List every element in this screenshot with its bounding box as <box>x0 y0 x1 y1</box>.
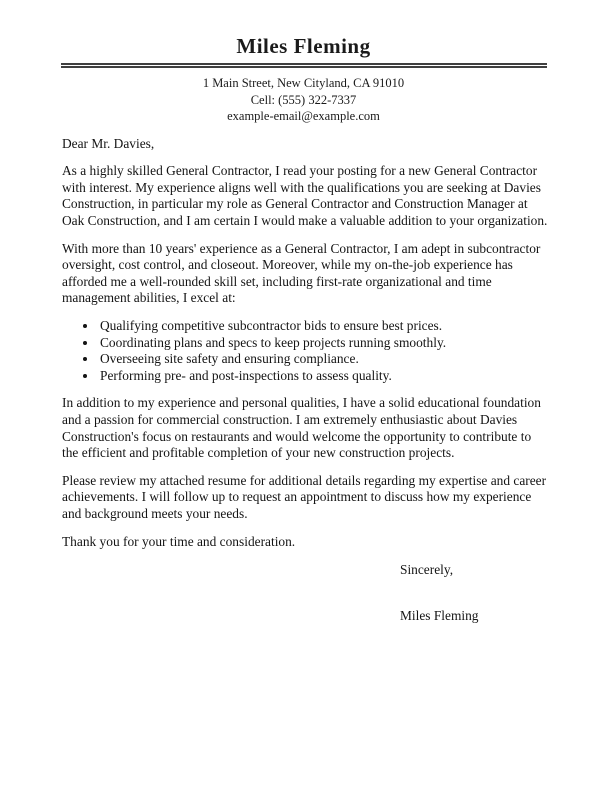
paragraph-education-passion: In addition to my experience and personal qualities, I have a solid educational foundation and a passion for commercial construction. I am extremely enthusiastic about Davies Construction's focus on restaurants and would welcome the opportunity to contribute to the efficient and profitable completion of your new construction projects. <box>62 395 541 461</box>
sender-name: Miles Fleming <box>236 34 371 58</box>
valediction: Sincerely, <box>400 562 454 578</box>
signature-name: Miles Fleming <box>400 607 479 623</box>
list-item: • Qualifying competitive subcontractor bids to ensure best prices. <box>98 318 549 335</box>
list-item: • Performing pre- and post-inspections to assess quality. <box>98 368 549 385</box>
paragraph-resume-followup: Please review my attached resume for additional details regarding my expertise and career achievements. I will follow up to request an appointment to discuss how my experience and background meets your needs. <box>62 472 547 522</box>
letter-header <box>0 34 607 125</box>
paragraph-experience: With more than 10 years' experience as a General Contractor, I am adept in subcontractor oversight, cost control, and closeout. Moreover, while my on-the-job experience has afforded me a well-rounded skill set, including first-rate organizational and time management abilities, I excel at: <box>62 240 541 306</box>
contact-email: example-email@example.com <box>227 109 380 123</box>
list-item: • Coordinating plans and specs to keep projects running smoothly. <box>98 335 549 352</box>
header-divider-rule <box>61 63 547 68</box>
paragraph-introduction: As a highly skilled General Contractor, I read your posting for a new General Contractor with interest. My experience aligns well with the qualifications you are seeking at Davies Construction, in particular my role as General Contractor and Construction Manager at Oak Construction, and I am certain I would make a valuable addition to your organization. <box>62 163 548 228</box>
list-item: • Overseeing site safety and ensuring compliance. <box>98 351 549 368</box>
skills-bullet-list <box>62 318 549 384</box>
contact-phone: Cell: (555) 322-7337 <box>250 92 357 107</box>
signature-block <box>400 562 549 624</box>
contact-address: 1 Main Street, New Cityland, CA 91010 <box>202 76 405 90</box>
contact-block <box>0 75 607 125</box>
closing-thanks: Thank you for your time and consideration. <box>62 533 296 549</box>
salutation: Dear Mr. Davies, <box>62 135 155 151</box>
letter-body <box>62 136 549 625</box>
